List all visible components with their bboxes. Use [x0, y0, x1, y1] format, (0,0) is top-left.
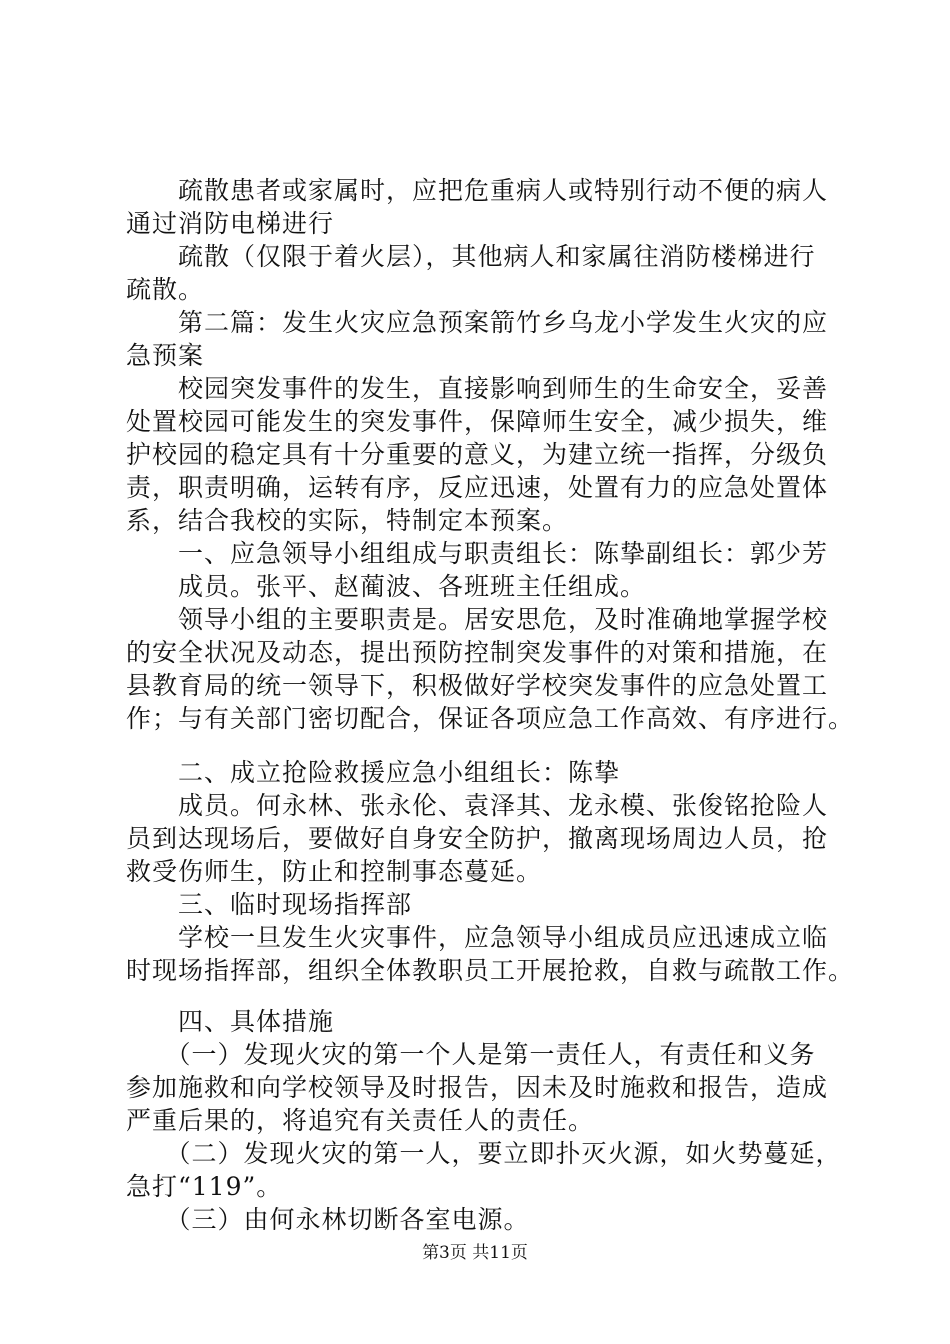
text-line: （三）由何永林切断各室电源。	[126, 1205, 530, 1234]
text-line: 处置校园可能发生的突发事件，保障师生安全，减少损失，维	[126, 407, 829, 436]
page-number-footer: 第3页 共11页	[422, 1243, 528, 1263]
text-line: 一、应急领导小组组成与职责组长：陈挚副组长：郭少芳	[126, 539, 829, 568]
text-line: 救受伤师生，防止和控制事态蔓延。	[126, 857, 543, 886]
text-line: 急打“119”。	[126, 1172, 283, 1201]
text-line: 参加施救和向学校领导及时报告，因未及时施救和报告，造成	[126, 1073, 829, 1102]
text-line: 严重后果的，将追究有关责任人的责任。	[126, 1106, 595, 1135]
text-line: 二、成立抢险救援应急小组组长：陈挚	[126, 758, 621, 787]
text-line: 护校园的稳定具有十分重要的意义，为建立统一指挥，分级负	[126, 440, 829, 469]
text-line: 疏散。	[126, 275, 205, 304]
text-line: 急预案	[126, 341, 205, 370]
text-line: 责，职责明确，运转有序，反应迅速，处置有力的应急处置体	[126, 473, 829, 502]
text-line: 学校一旦发生火灾事件，应急领导小组成员应迅速成立临	[126, 923, 829, 952]
text-line: 作；与有关部门密切配合，保证各项应急工作高效、有序进行。	[126, 704, 855, 733]
text-line: 疏散（仅限于着火层），其他病人和家属往消防楼梯进行	[126, 242, 816, 271]
text-line: 的安全状况及动态，提出预防控制突发事件的对策和措施，在	[126, 638, 829, 667]
text-line: 校园突发事件的发生，直接影响到师生的生命安全，妥善	[126, 374, 829, 403]
text-line: 通过消防电梯进行	[126, 209, 335, 238]
text-line: （二）发现火灾的第一人，要立即扑灭火源，如火势蔓延，	[126, 1139, 842, 1168]
text-line: 第二篇：发生火灾应急预案箭竹乡乌龙小学发生火灾的应	[126, 308, 829, 337]
text-line: 四、具体措施	[126, 1007, 335, 1036]
text-line: 时现场指挥部，组织全体教职员工开展抢救，自救与疏散工作。	[126, 956, 855, 985]
text-line: 三、临时现场指挥部	[126, 890, 413, 919]
text-line: 疏散患者或家属时，应把危重病人或特别行动不便的病人	[126, 176, 829, 205]
text-line: （一）发现火灾的第一个人是第一责任人，有责任和义务	[126, 1040, 816, 1069]
text-line: 县教育局的统一领导下，积极做好学校突发事件的应急处置工	[126, 671, 829, 700]
text-line: 成员。张平、赵蔺波、各班班主任组成。	[126, 572, 647, 601]
text-line: 系，结合我校的实际，特制定本预案。	[126, 506, 569, 535]
text-line: 领导小组的主要职责是。居安思危，及时准确地掌握学校	[126, 605, 829, 634]
text-line: 成员。何永林、张永伦、袁泽其、龙永模、张俊铭抢险人	[126, 791, 829, 820]
text-line: 员到达现场后，要做好自身安全防护，撤离现场周边人员，抢	[126, 824, 829, 853]
